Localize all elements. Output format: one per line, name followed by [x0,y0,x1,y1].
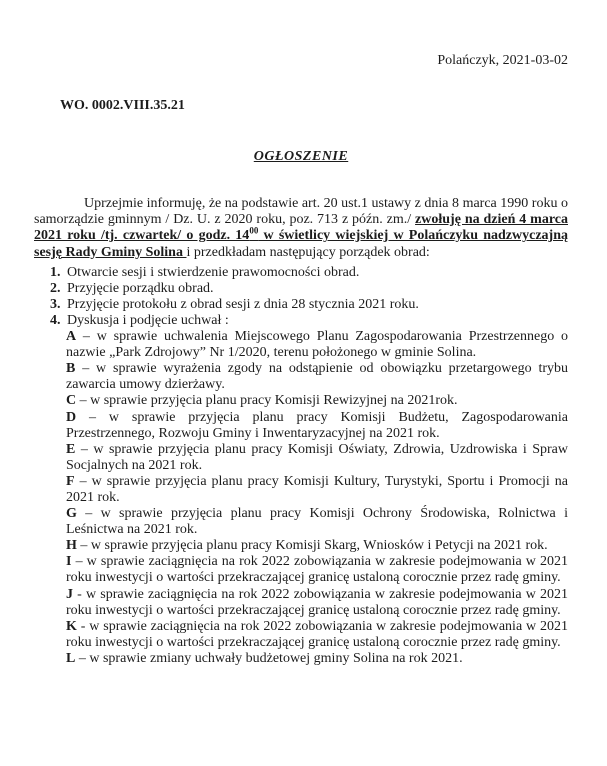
resolutions-list [66,329,568,667]
convocation-text-after-time: w świetlicy wiejskiej w Polańczyku nadzwyczajną sesję Rady Gminy Solina [34,228,568,260]
resolution-text: – w sprawie przyjęcia planu pracy Komisji Budżetu, Zagospodarowania Przestrzennego, Rozwoju Gminy i Inwentaryzacyjnej na 2021 rok. [66,409,568,441]
resolution-item [66,361,568,393]
intro-paragraph [34,196,568,260]
agenda-list [50,265,568,329]
resolution-item [66,554,568,586]
resolution-item [66,538,568,554]
agenda-item [50,265,568,281]
resolution-letter: D [66,409,77,425]
resolution-text: – w sprawie przyjęcia planu pracy Komisji Kultury, Turystyki, Sportu i Promocji na 2021 rok. [66,473,569,505]
resolution-text: – w sprawie przyjęcia planu pracy Komisji Ochrony Środowiska, Rolnictwa i Leśnictwa na 2021 rok. [66,506,569,538]
agenda-item-text: Przyjęcie protokołu z obrad sesji z dnia 28 stycznia 2021 roku. [67,296,419,312]
resolution-text: – w sprawie przyjęcia planu pracy Komisji Rewizyjnej na 2021rok. [79,393,458,409]
date-line: Polańczyk, 2021-03-02 [437,53,568,68]
resolution-item [66,587,568,619]
resolution-letter: B [66,361,76,377]
agenda-item [50,313,568,329]
resolution-item [66,410,568,442]
agenda-item-text: Przyjęcie porządku obrad. [67,280,214,296]
agenda-item-number: 1. [50,264,61,280]
agenda-item-text: Dyskusja i podjęcie uchwał : [67,312,229,328]
resolution-text: – w sprawie zaciągnięcia na rok 2022 zobowiązania w zakresie podejmowania w 2021 roku inwestycji o wartości przekraczającej granicę ustaloną corocznie przez radę gminy. [66,554,568,586]
agenda-item-number: 4. [50,312,61,328]
resolution-item [66,393,568,409]
resolution-letter: G [66,506,77,522]
resolution-item [66,619,568,651]
resolution-letter: K [66,618,77,634]
resolution-text: – w sprawie przyjęcia planu pracy Komisji Skarg, Wniosków i Petycji na 2021 rok. [80,538,548,554]
document-title: OGŁOSZENIE [253,149,349,165]
resolution-letter: F [66,473,75,489]
resolution-item [66,506,568,538]
resolution-text: - w sprawie zaciągnięcia na rok 2022 zobowiązania w zakresie podejmowania w 2021 roku inwestycji o wartości przekraczającej granicę ustaloną corocznie przez radę gminy. [66,586,568,618]
agenda-item-text: Otwarcie sesji i stwierdzenie prawomocności obrad. [67,264,360,280]
resolution-text: – w sprawie uchwalenia Miejscowego Planu Zagospodarowania Przestrzennego o nazwie „Park Zdrojowy” Nr 1/2020, terenu położonego w gminie Solina. [66,329,569,361]
resolution-letter: J [66,586,73,602]
resolution-item [66,442,568,474]
resolution-text: - w sprawie zaciągnięcia na rok 2022 zobowiązania w zakresie podejmowania w 2021 roku inwestycji o wartości przekraczającej granicę ustaloną corocznie przez radę gminy. [66,618,569,650]
resolution-text: – w sprawie zmiany uchwały budżetowej gminy Solina na rok 2021. [78,650,463,666]
resolution-letter: H [66,538,77,554]
resolution-item [66,329,568,361]
agenda-item [50,281,568,297]
resolution-text: – w sprawie wyrażenia zgody na odstąpienie od obowiązku przetargowego trybu zawarcia umowy dzierżawy. [66,361,568,393]
intro-regular-text-2: i przedkładam następujący porządek obrad: [186,244,430,260]
resolution-letter: I [66,554,72,570]
agenda-item-number: 2. [50,280,61,296]
intro-regular-text-1: Uprzejmie informuję, że na podstawie art. 20 ust.1 ustawy z dnia 8 marca 1990 roku o samorządzie gminnym / Dz. U. z 2020 roku, poz. 713 z późn. zm./ [34,196,568,228]
convocation-text-before-time: zwołuję na dzień 4 marca 2021 roku /tj. czwartek/ o godz. 14 [34,212,568,244]
time-superscript: 00 [249,225,259,236]
agenda-item-number: 3. [50,296,61,312]
agenda-item [50,297,568,313]
resolution-letter: A [66,329,77,345]
resolution-item [66,474,568,506]
resolution-letter: E [66,441,76,457]
reference-number: WO. 0002.VIII.35.21 [60,98,185,114]
resolution-letter: L [66,650,76,666]
resolution-letter: C [66,393,77,409]
resolution-text: – w sprawie przyjęcia planu pracy Komisji Oświaty, Zdrowia, Uzdrowiska i Spraw Socjalnych na 2021 rok. [66,441,569,473]
resolution-item [66,651,568,667]
